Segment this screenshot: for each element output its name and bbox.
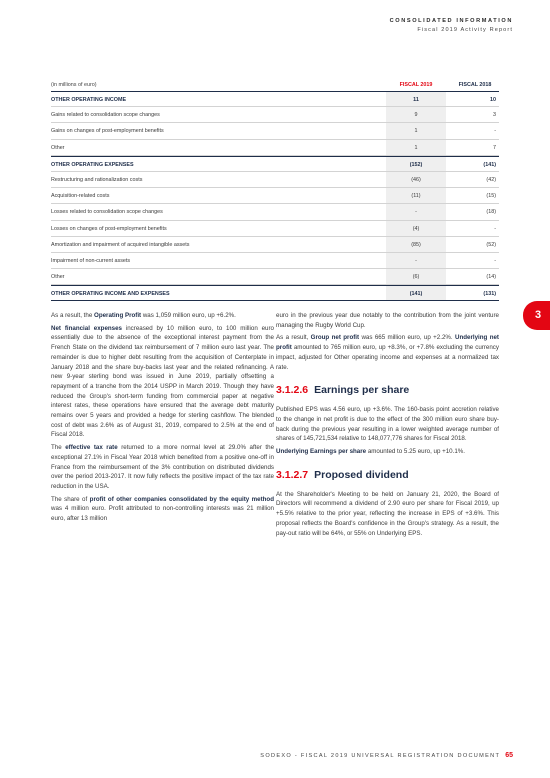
row-label: Amortization and impairment of acquired intangible assets [51,241,190,248]
value-fiscal-2018: (52) [486,241,496,248]
table-row [51,123,499,139]
table-row [51,237,499,253]
column-header-fiscal-2018: FISCAL 2018 [458,82,492,88]
row-label: Other [51,274,65,281]
table-row [51,107,499,123]
row-label: Gains on changes of post-employment benefits [51,128,164,135]
value-fiscal-2019: 9 [386,107,446,122]
table-row [51,253,499,269]
value-fiscal-2019: (4) [386,221,446,236]
value-fiscal-2019: (6) [386,269,446,284]
page-footer [260,752,513,759]
header-report-name: Fiscal 2019 Activity Report [417,27,513,33]
paragraph: Published EPS was 4.56 euro, up +3.6%. The 160-basis point accretion relative to the change in net profit is due to the effect of the 300 million euro share buy-back during the previous year resulting in a lower weighted average number of shares of 145,721,534 relative to 148,077,776 shares for Fiscal 2018. [276,406,499,443]
value-fiscal-2019: 11 [386,92,446,106]
value-fiscal-2018: - [494,257,496,264]
value-fiscal-2018: (42) [486,176,496,183]
table-row [51,172,499,188]
value-fiscal-2018: 3 [493,112,496,119]
section-heading-proposed-dividend: 3.1.2.7 Proposed dividend [276,468,409,481]
value-fiscal-2019: (85) [386,237,446,252]
footer-document-title: SODEXO - FISCAL 2019 UNIVERSAL REGISTRATION DOCUMENT [260,753,501,759]
table-unit-label: (in millions of euro) [51,82,97,88]
row-label: Losses on changes of post-employment benefits [51,225,167,232]
row-label: Losses related to consolidation scope changes [51,209,163,216]
value-fiscal-2019: - [386,253,446,268]
value-fiscal-2018: 7 [493,144,496,151]
left-text-column [51,311,274,527]
header-section-title: CONSOLIDATED INFORMATION [389,18,513,24]
table-row [51,140,499,156]
value-fiscal-2019: (11) [386,188,446,203]
row-label: OTHER OPERATING INCOME AND EXPENSES [51,291,170,298]
table-header-row [51,82,499,91]
operating-income-table [51,82,499,301]
value-fiscal-2018: (14) [486,274,496,281]
paragraph: Net financial expenses increased by 10 million euro, to 100 million euro essentially due to the absence of the exceptional interest payment from the French State on the dividend tax reimbursement of 7 million euro last year. The remainder is due to higher debt resulting from the acquisition of Centerplate in January 2018 and the share buy-backs last year and the related refinancing. A new 9-year sterling bond was issued in June 2019, partially offsetting a repayment of a tranche from the 2014 USPP in March 2019. Though they have reduced the Group's short-term funding from commercial paper at negative interest rates, these operations have ensured that the average debt maturity remains over 5 years and provided a hedge for sterling cashflow. The blended cost of debt was 2.6% as of August 31, 2019, compared to 2.5% at the end of Fiscal 2018. [51,324,274,439]
table-row [51,269,499,285]
value-fiscal-2018: - [494,225,496,232]
running-header [390,18,513,33]
value-fiscal-2018: - [494,128,496,135]
value-fiscal-2018: (141) [483,161,496,168]
column-header-fiscal-2019: FISCAL 2019 [399,82,433,88]
paragraph: As a result, the Operating Profit was 1,059 million euro, up +6.2%. [51,312,236,319]
value-fiscal-2018: (15) [486,193,496,200]
value-fiscal-2018: (18) [486,209,496,216]
row-label: Impairment of non-current assets [51,257,131,264]
table-row [51,156,499,172]
section-heading-earnings-per-share: 3.1.2.6 Earnings per share [276,384,410,397]
table-row [51,204,499,220]
paragraph: euro in the previous year due notably to the contribution from the joint venture managing the Rugby World Cup. [276,312,499,329]
chapter-tab: 3 [523,301,550,330]
value-fiscal-2019: 1 [386,140,446,155]
value-fiscal-2018: (131) [483,291,496,298]
table-row-total [51,285,499,301]
row-label: Restructuring and rationalization costs [51,176,143,183]
value-fiscal-2019: 1 [386,123,446,138]
row-label: Other [51,144,65,151]
value-fiscal-2019: - [386,204,446,219]
paragraph: At the Shareholder's Meeting to be held on January 21, 2020, the Board of Directors will recommend a dividend of 2.90 euro per share for Fiscal 2019, up +5.5% relative to the prior year, reflecting the increase in EPS of +3.6%. This proposal reflects the Board's confidence in the Group's strategy. As a result, the pay-out ratio will be 64%, or 55% on Underlying EPS. [276,490,499,537]
value-fiscal-2019: (141) [386,286,446,300]
table-row [51,221,499,237]
page-number: 65 [505,752,513,759]
value-fiscal-2018: 10 [490,97,496,103]
row-label: Acquisition-related costs [51,193,110,200]
table-row [51,91,499,107]
right-text-column [276,311,499,541]
paragraph: Underlying Earnings per share amounted to 5.25 euro, up +10.1%. [276,448,465,456]
value-fiscal-2019: (46) [386,172,446,187]
table-row [51,188,499,204]
paragraph: The effective tax rate returned to a more normal level at 29.0% after the exceptional 27.1% in Fiscal Year 2018 which benefited from a positive one-off in France from the reimbursement of the 3% contribution on distributed dividends over the period 2013-2017. It now fully reflects the positive impact of the tax rate reduction in the USA. [51,444,275,490]
row-label: OTHER OPERATING INCOME [51,97,127,103]
value-fiscal-2019: (152) [386,157,446,171]
paragraph: The share of profit of other companies consolidated by the equity method was 4 million euro. Profit attributed to non-controlling interests was 21 million euro, after 13 million [51,495,274,523]
paragraph: As a result, Group net profit was 665 million euro, up +2.2%. Underlying net profit amounted to 765 million euro, up +8.3%, or +7.8% excluding the currency impact, adjusted for Other operating income and expenses at a normalized tax rate. [276,334,499,371]
row-label: OTHER OPERATING EXPENSES [51,161,134,168]
row-label: Gains related to consolidation scope changes [51,112,160,119]
